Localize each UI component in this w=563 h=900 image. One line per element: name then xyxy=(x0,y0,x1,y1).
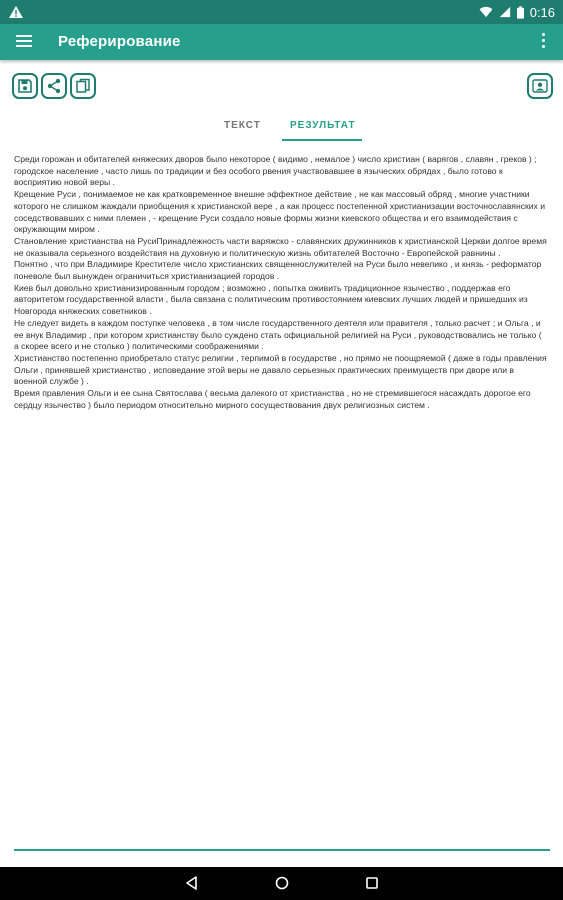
back-icon[interactable] xyxy=(184,875,200,891)
tab-text[interactable]: ТЕКСТ xyxy=(224,120,261,131)
text-field-underline xyxy=(14,849,550,851)
copy-button[interactable] xyxy=(70,73,96,99)
result-paragraph: Время правления Ольги и ее сына Святослава ( весьма далекого от христианства , но не стремившегося насаждать дорогое его сердцу язычество ) было периодом относительно мирного сосуществования двух религиозных систем . xyxy=(14,388,531,410)
account-settings-icon xyxy=(532,78,548,94)
more-vert-icon[interactable] xyxy=(541,33,547,51)
account-settings-button[interactable] xyxy=(527,73,553,99)
signal-icon xyxy=(499,6,511,18)
wifi-icon xyxy=(479,6,493,18)
result-paragraph: Христианство постепенно приобретало статус религии , терпимой в государстве , но прямо не поощряемой ( даже в годы правления Ольги , принявшей христианство , исповедание этой веры не давало серьезных практических преимуществ при дворе или в военной службе ) . xyxy=(14,352,547,387)
app-title: Реферирование xyxy=(58,33,181,50)
tab-result[interactable]: РЕЗУЛЬТАТ xyxy=(290,120,356,131)
share-button[interactable] xyxy=(41,73,67,99)
result-paragraph: Крещение Руси , понимаемое не как кратковременное внешне эффектное действие , не как массовый обряд , многие участники которого не слишком жаждали приобщения к христианской вере , а как процесс постепенной христианизации восточнославянских и соседствовавших с ними племен , - крещение Руси создало новые формы жизни киевского общества и его взаимодействия с окружающим миром . xyxy=(14,189,546,235)
save-button[interactable] xyxy=(12,73,38,99)
status-bar xyxy=(0,0,563,24)
status-time: 0:16 xyxy=(529,4,555,20)
hamburger-menu-icon[interactable] xyxy=(14,32,36,52)
warning-icon xyxy=(8,4,24,20)
result-paragraph: Киев был довольно христианизированным городом ; возможно , попытка оживить традиционное язычество , поддержав его авторитетом государственной власти , была связана с политическим противостоянием киевских лучших людей и пришедших из Новгорода княжеских советников . xyxy=(14,282,528,317)
tab-bar xyxy=(0,114,563,142)
share-icon xyxy=(46,78,62,94)
result-paragraph: Понятно , что при Владимире Крестителе число христианских священнослужителей на Руси было невелико , и князь - реформатор поневоле был вынужден ограничиться христианизацией городов . xyxy=(14,259,542,282)
result-text-area[interactable] xyxy=(14,154,548,411)
result-paragraph: Среди горожан и обитателей княжеских дворов было некоторое ( видимо , немалое ) число христиан ( варягов , славян , греков ) ; городское население , часто лишь по традиции и без особого рвения участвовавшее в языческих обрядах , было готово к восприятию новой веры . xyxy=(14,154,537,188)
battery-icon xyxy=(517,6,524,19)
result-paragraph: Не следует видеть в каждом поступке человека , в том числе государственного деятеля или правителя , только расчет ; и Ольга , и ее внук Владимир , при котором христианству было суждено стать официальной религией на Руси , руководствовались не только ( а скорее всего и не столько ) политическими соображениями . xyxy=(14,317,542,352)
navigation-bar xyxy=(0,867,563,900)
copy-icon xyxy=(75,78,91,94)
result-paragraph: Становление христианства на РусиПринадлежность части варяжско - славянских дружинников к христианской Церкви долгое время не оказывала серьезного воздействия на духовную и политическую жизнь обитателей Восточно - Европейской равнины . xyxy=(14,235,547,258)
app-bar xyxy=(0,24,563,60)
tab-selected-indicator xyxy=(282,139,362,141)
recent-apps-icon[interactable] xyxy=(364,875,380,891)
home-icon[interactable] xyxy=(274,875,290,891)
save-icon xyxy=(17,78,33,94)
